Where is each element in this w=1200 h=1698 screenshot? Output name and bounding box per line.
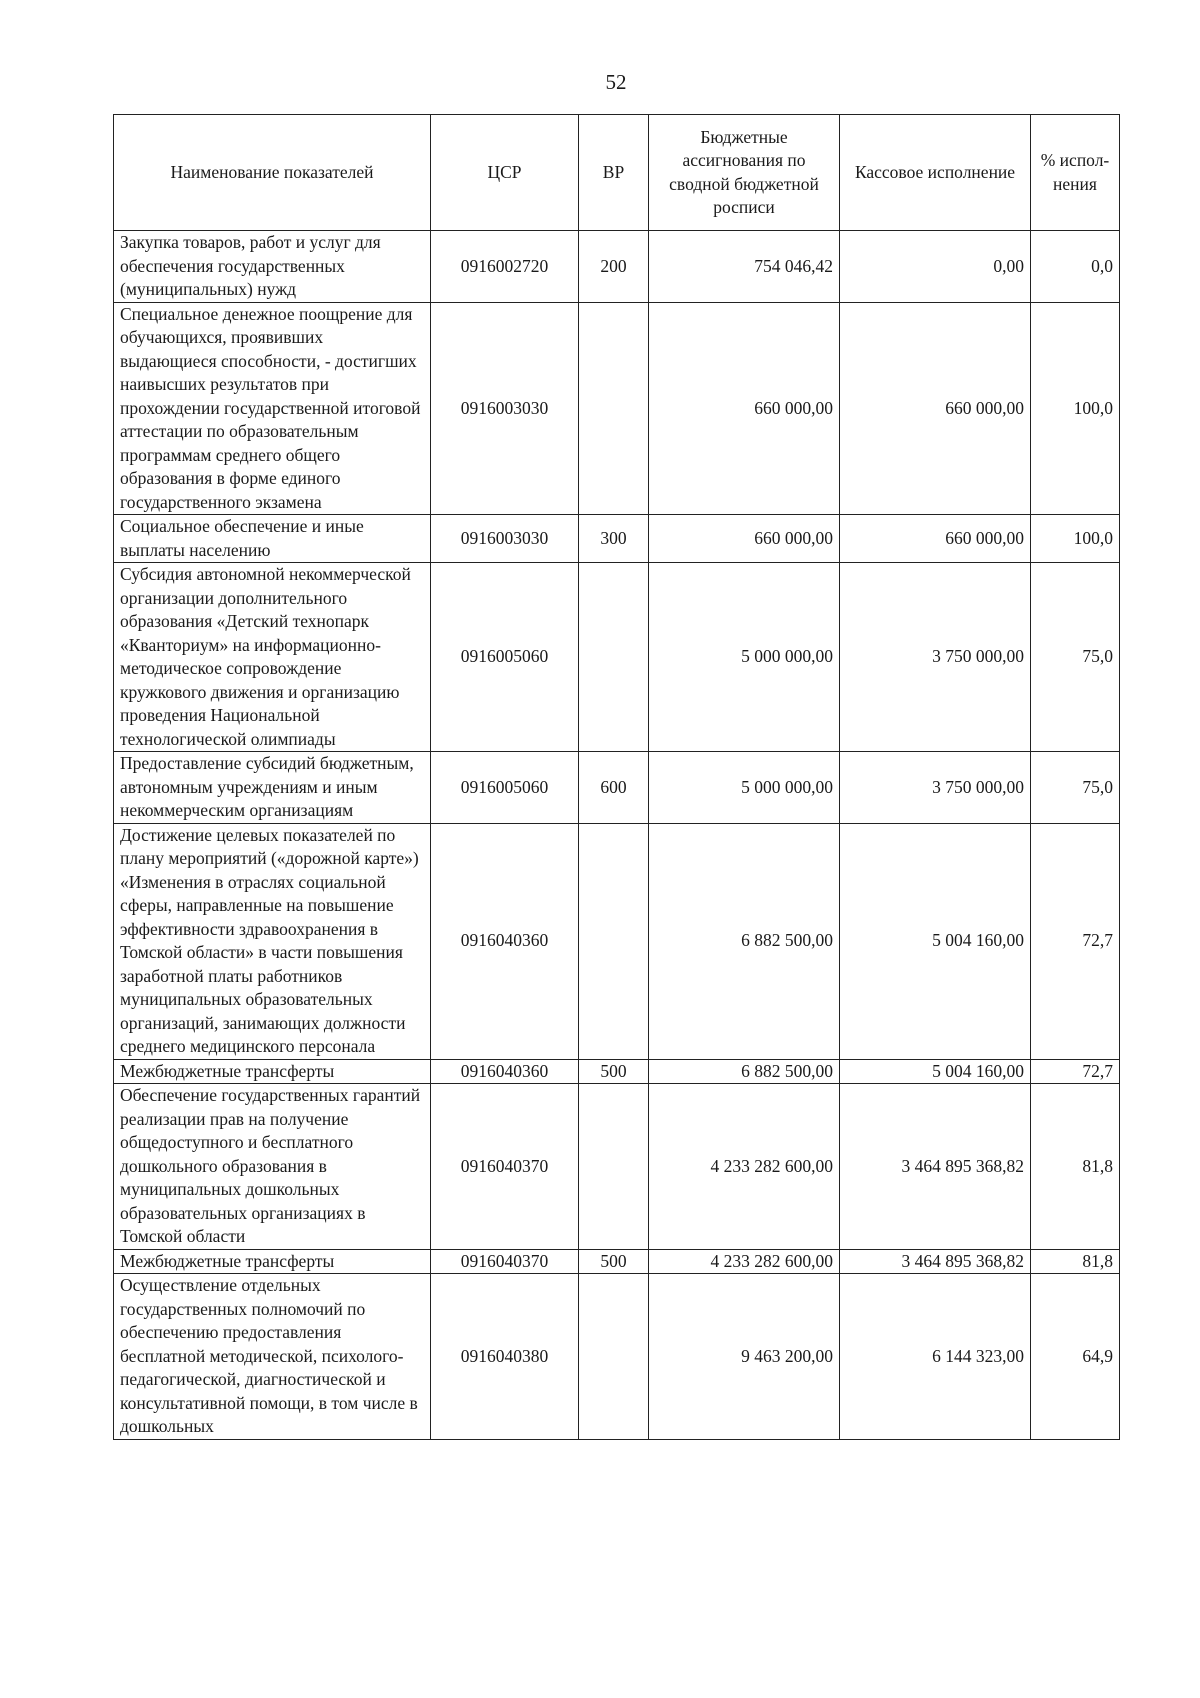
budget-allocation: 9 463 200,00 <box>649 1274 840 1440</box>
cash-execution: 660 000,00 <box>840 515 1031 563</box>
csr-code: 0916003030 <box>431 515 579 563</box>
vr-code: 200 <box>579 231 649 303</box>
header-indicator-name: Наименование показателей <box>114 115 431 231</box>
vr-code <box>579 1274 649 1440</box>
budget-execution-table <box>113 114 1120 1440</box>
execution-percent: 64,9 <box>1031 1274 1120 1440</box>
page-number: 52 <box>605 70 627 94</box>
indicator-name: Субсидия автономной некоммерческой организации дополнительного образования «Детский технопарк «Кванториум» на информационно-методическое сопровождение кружкового движения и организацию проведения Национальной технологической олимпиады <box>114 563 431 752</box>
table-row <box>114 515 1120 563</box>
execution-percent: 72,7 <box>1031 1059 1120 1084</box>
table-row <box>114 1274 1120 1440</box>
indicator-name: Межбюджетные трансферты <box>114 1059 431 1084</box>
table-row <box>114 302 1120 515</box>
table-row <box>114 823 1120 1059</box>
execution-percent: 100,0 <box>1031 515 1120 563</box>
csr-code: 0916040360 <box>431 1059 579 1084</box>
vr-code <box>579 1084 649 1250</box>
cash-execution: 3 750 000,00 <box>840 752 1031 824</box>
budget-allocation: 4 233 282 600,00 <box>649 1249 840 1274</box>
budget-allocation: 660 000,00 <box>649 515 840 563</box>
cash-execution: 0,00 <box>840 231 1031 303</box>
budget-allocation: 660 000,00 <box>649 302 840 515</box>
budget-allocation: 754 046,42 <box>649 231 840 303</box>
indicator-name: Социальное обеспечение и иные выплаты населению <box>114 515 431 563</box>
execution-percent: 72,7 <box>1031 823 1120 1059</box>
budget-allocation: 5 000 000,00 <box>649 752 840 824</box>
table-row <box>114 1084 1120 1250</box>
budget-allocation: 6 882 500,00 <box>649 1059 840 1084</box>
csr-code: 0916040370 <box>431 1084 579 1250</box>
header-budget-allocations: Бюджетные ассигнования по сводной бюджетной росписи <box>649 115 840 231</box>
header-execution-percent: % испол-нения <box>1031 115 1120 231</box>
csr-code: 0916002720 <box>431 231 579 303</box>
header-vr: ВР <box>579 115 649 231</box>
vr-code <box>579 563 649 752</box>
table-row <box>114 231 1120 303</box>
table-row <box>114 1059 1120 1084</box>
csr-code: 0916005060 <box>431 563 579 752</box>
indicator-name: Осуществление отдельных государственных полномочий по обеспечению предоставления бесплатной методической, психолого-педагогической, диагностической и консультативной помощи, в том числе в дошкольных <box>114 1274 431 1440</box>
indicator-name: Предоставление субсидий бюджетным, автономным учреждениям и иным некоммерческим организациям <box>114 752 431 824</box>
csr-code: 0916040360 <box>431 823 579 1059</box>
cash-execution: 5 004 160,00 <box>840 823 1031 1059</box>
cash-execution: 3 750 000,00 <box>840 563 1031 752</box>
cash-execution: 660 000,00 <box>840 302 1031 515</box>
vr-code <box>579 302 649 515</box>
csr-code: 0916040380 <box>431 1274 579 1440</box>
execution-percent: 81,8 <box>1031 1249 1120 1274</box>
indicator-name: Межбюджетные трансферты <box>114 1249 431 1274</box>
execution-percent: 0,0 <box>1031 231 1120 303</box>
table-header-row <box>114 115 1120 231</box>
vr-code: 500 <box>579 1249 649 1274</box>
budget-allocation: 6 882 500,00 <box>649 823 840 1059</box>
indicator-name: Обеспечение государственных гарантий реализации прав на получение общедоступного и бесплатного дошкольного образования в муниципальных дошкольных образовательных организациях в Томской области <box>114 1084 431 1250</box>
execution-percent: 81,8 <box>1031 1084 1120 1250</box>
cash-execution: 3 464 895 368,82 <box>840 1249 1031 1274</box>
indicator-name: Специальное денежное поощрение для обучающихся, проявивших выдающиеся способности, - достигших наивысших результатов при прохождении государственной итоговой аттестации по образовательным программам среднего общего образования в форме единого государственного экзамена <box>114 302 431 515</box>
execution-percent: 75,0 <box>1031 563 1120 752</box>
cash-execution: 3 464 895 368,82 <box>840 1084 1031 1250</box>
csr-code: 0916003030 <box>431 302 579 515</box>
vr-code: 300 <box>579 515 649 563</box>
vr-code: 600 <box>579 752 649 824</box>
csr-code: 0916040370 <box>431 1249 579 1274</box>
indicator-name: Достижение целевых показателей по плану мероприятий («дорожной карте») «Изменения в отраслях социальной сферы, направленные на повышение эффективности здравоохранения в Томской области» в части повышения заработной платы работников муниципальных образовательных организаций, занимающих должности среднего медицинского персонала <box>114 823 431 1059</box>
execution-percent: 100,0 <box>1031 302 1120 515</box>
header-csr: ЦСР <box>431 115 579 231</box>
budget-allocation: 5 000 000,00 <box>649 563 840 752</box>
cash-execution: 5 004 160,00 <box>840 1059 1031 1084</box>
table-row <box>114 752 1120 824</box>
indicator-name: Закупка товаров, работ и услуг для обеспечения государственных (муниципальных) нужд <box>114 231 431 303</box>
csr-code: 0916005060 <box>431 752 579 824</box>
execution-percent: 75,0 <box>1031 752 1120 824</box>
table-row <box>114 563 1120 752</box>
header-cash-execution: Кассовое исполнение <box>840 115 1031 231</box>
vr-code: 500 <box>579 1059 649 1084</box>
budget-allocation: 4 233 282 600,00 <box>649 1084 840 1250</box>
vr-code <box>579 823 649 1059</box>
cash-execution: 6 144 323,00 <box>840 1274 1031 1440</box>
table-row <box>114 1249 1120 1274</box>
